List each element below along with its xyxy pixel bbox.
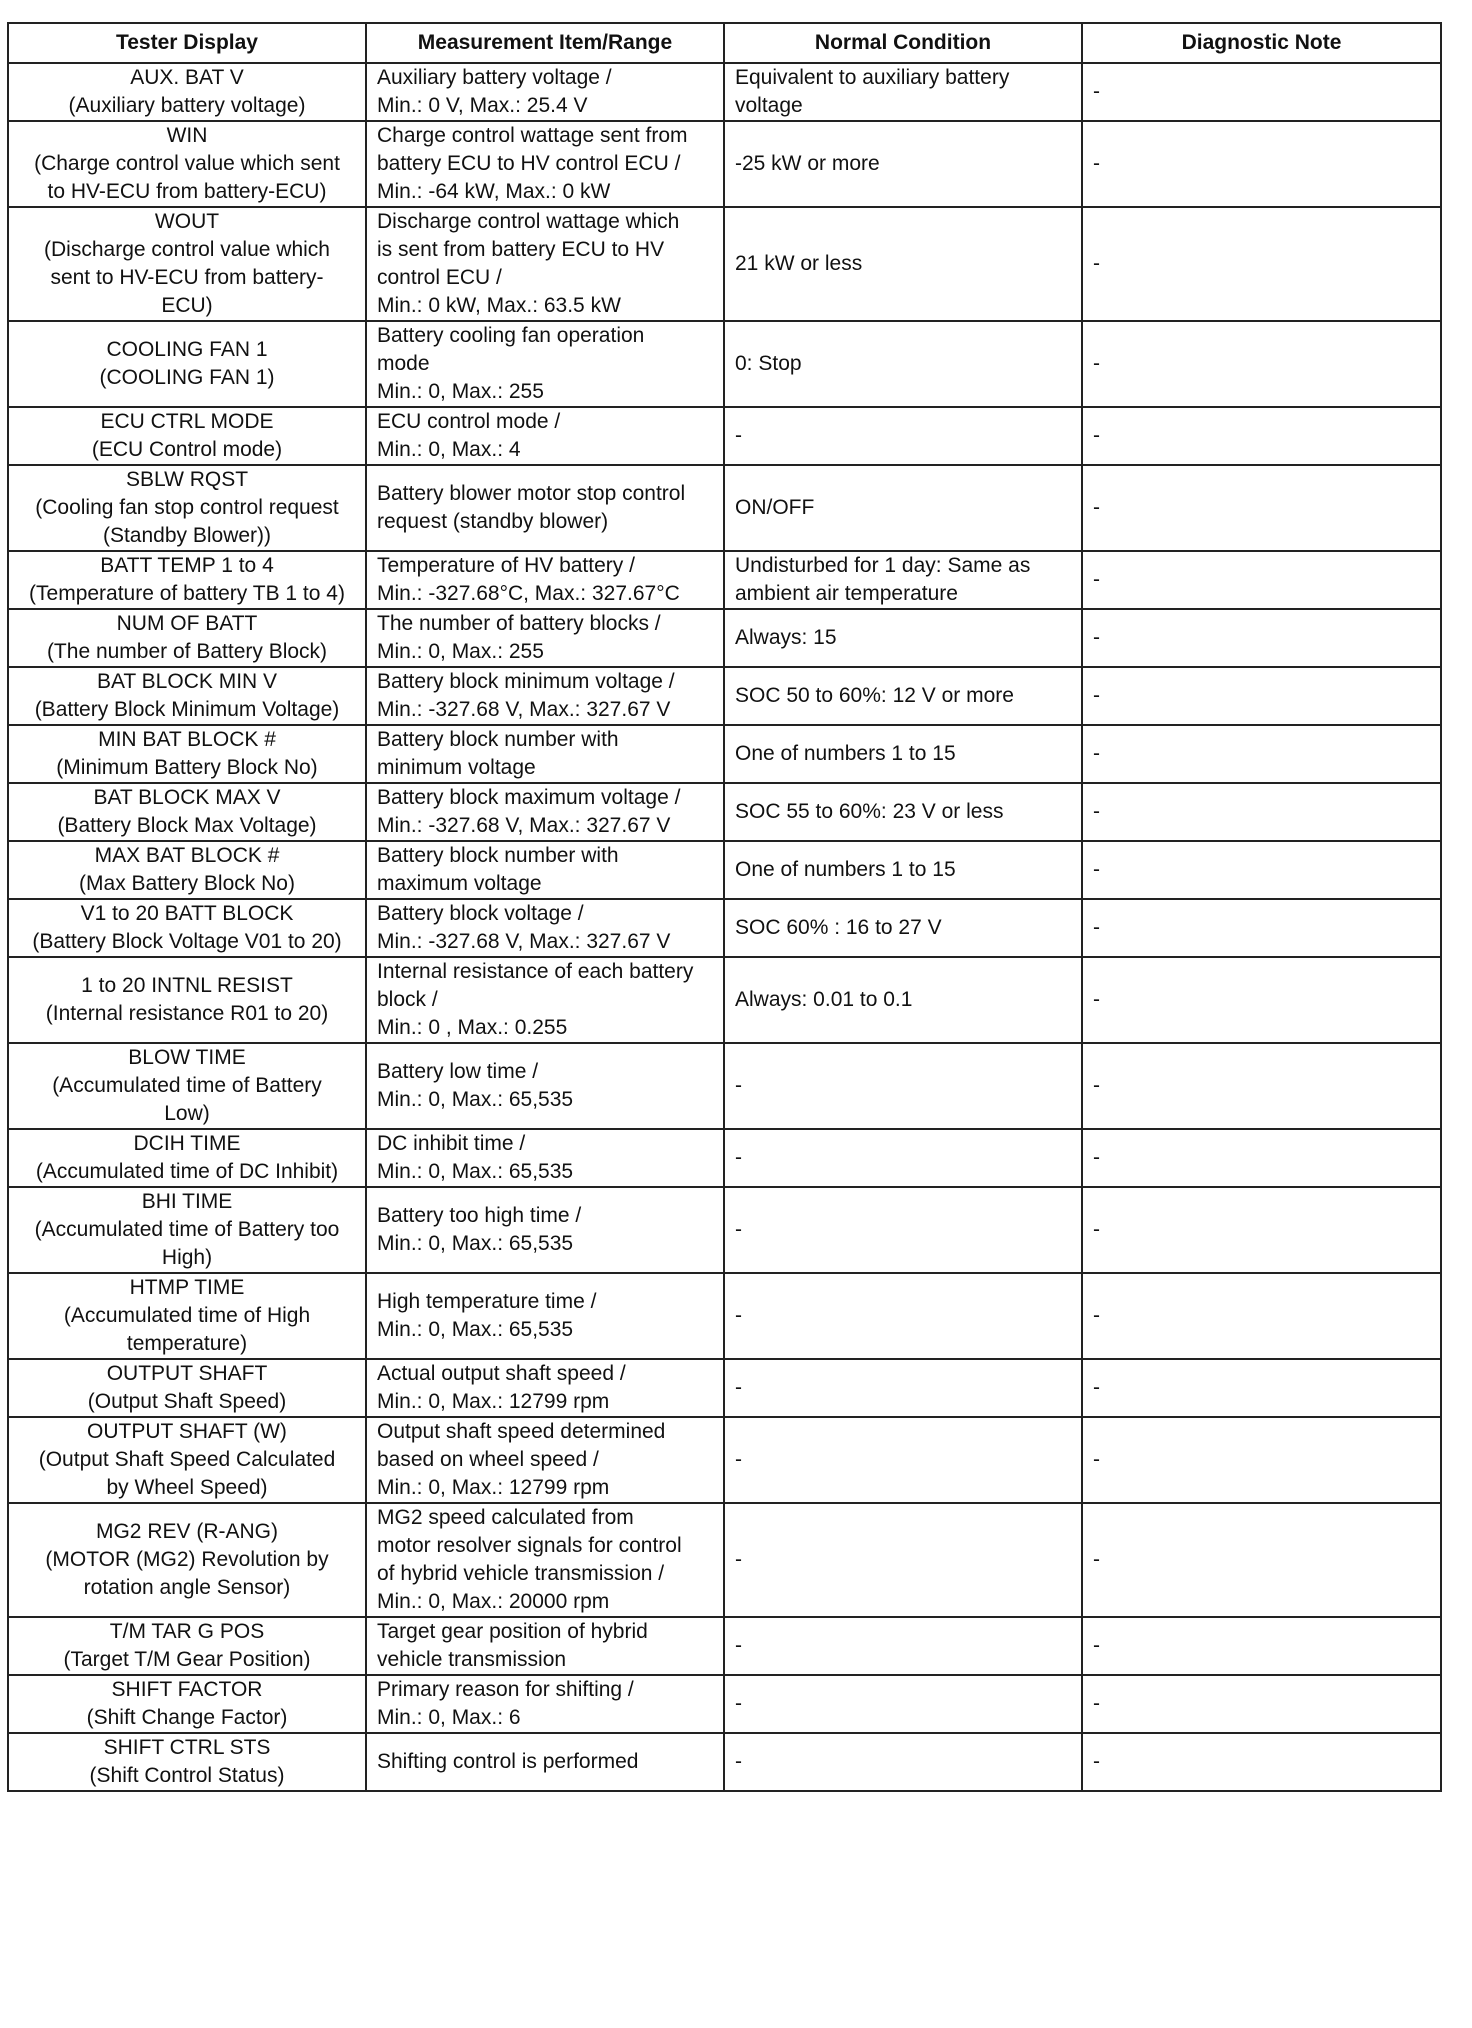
table-row bbox=[8, 841, 1441, 899]
cell-normal-condition: SOC 55 to 60%: 23 V or less bbox=[724, 783, 1082, 841]
cell-tester-display: T/M TAR G POS (Target T/M Gear Position) bbox=[8, 1617, 366, 1675]
cell-measurement-item: Shifting control is performed bbox=[366, 1733, 724, 1791]
cell-measurement-item: Battery cooling fan operation mode Min.: 0, Max.: 255 bbox=[366, 321, 724, 407]
cell-diagnostic-note: - bbox=[1082, 667, 1441, 725]
table-row bbox=[8, 321, 1441, 407]
cell-normal-condition: - bbox=[724, 407, 1082, 465]
cell-tester-display: SHIFT CTRL STS (Shift Control Status) bbox=[8, 1733, 366, 1791]
cell-measurement-item: Battery block number with minimum voltage bbox=[366, 725, 724, 783]
cell-normal-condition: One of numbers 1 to 15 bbox=[724, 725, 1082, 783]
cell-normal-condition: - bbox=[724, 1417, 1082, 1503]
table-row bbox=[8, 1359, 1441, 1417]
header-normal-condition: Normal Condition bbox=[724, 23, 1082, 63]
table-row bbox=[8, 1503, 1441, 1617]
table-row bbox=[8, 121, 1441, 207]
cell-diagnostic-note: - bbox=[1082, 899, 1441, 957]
table-row bbox=[8, 1733, 1441, 1791]
cell-measurement-item: Battery block minimum voltage / Min.: -327.68 V, Max.: 327.67 V bbox=[366, 667, 724, 725]
table-row bbox=[8, 609, 1441, 667]
cell-normal-condition: - bbox=[724, 1129, 1082, 1187]
cell-diagnostic-note: - bbox=[1082, 551, 1441, 609]
cell-tester-display: V1 to 20 BATT BLOCK (Battery Block Voltage V01 to 20) bbox=[8, 899, 366, 957]
cell-diagnostic-note: - bbox=[1082, 1043, 1441, 1129]
header-diagnostic-note: Diagnostic Note bbox=[1082, 23, 1441, 63]
data-list-table bbox=[7, 22, 1442, 1792]
cell-tester-display: BHI TIME (Accumulated time of Battery too High) bbox=[8, 1187, 366, 1273]
cell-tester-display: SHIFT FACTOR (Shift Change Factor) bbox=[8, 1675, 366, 1733]
cell-normal-condition: - bbox=[724, 1359, 1082, 1417]
cell-diagnostic-note: - bbox=[1082, 1273, 1441, 1359]
cell-normal-condition: Always: 15 bbox=[724, 609, 1082, 667]
cell-diagnostic-note: - bbox=[1082, 1617, 1441, 1675]
cell-diagnostic-note: - bbox=[1082, 321, 1441, 407]
table-row bbox=[8, 1273, 1441, 1359]
table-row bbox=[8, 465, 1441, 551]
cell-normal-condition: Equivalent to auxiliary battery voltage bbox=[724, 63, 1082, 121]
cell-tester-display: DCIH TIME (Accumulated time of DC Inhibit) bbox=[8, 1129, 366, 1187]
cell-normal-condition: -25 kW or more bbox=[724, 121, 1082, 207]
cell-measurement-item: Actual output shaft speed / Min.: 0, Max.: 12799 rpm bbox=[366, 1359, 724, 1417]
cell-normal-condition: - bbox=[724, 1043, 1082, 1129]
cell-measurement-item: Primary reason for shifting / Min.: 0, Max.: 6 bbox=[366, 1675, 724, 1733]
cell-tester-display: WOUT (Discharge control value which sent to HV-ECU from battery- ECU) bbox=[8, 207, 366, 321]
table-row bbox=[8, 1417, 1441, 1503]
cell-diagnostic-note: - bbox=[1082, 207, 1441, 321]
cell-tester-display: MAX BAT BLOCK # (Max Battery Block No) bbox=[8, 841, 366, 899]
header-measurement-item: Measurement Item/Range bbox=[366, 23, 724, 63]
cell-diagnostic-note: - bbox=[1082, 1675, 1441, 1733]
cell-measurement-item: DC inhibit time / Min.: 0, Max.: 65,535 bbox=[366, 1129, 724, 1187]
cell-measurement-item: Battery block number with maximum voltage bbox=[366, 841, 724, 899]
cell-measurement-item: ECU control mode / Min.: 0, Max.: 4 bbox=[366, 407, 724, 465]
cell-diagnostic-note: - bbox=[1082, 465, 1441, 551]
cell-tester-display: ECU CTRL MODE (ECU Control mode) bbox=[8, 407, 366, 465]
cell-tester-display: BAT BLOCK MIN V (Battery Block Minimum Voltage) bbox=[8, 667, 366, 725]
cell-diagnostic-note: - bbox=[1082, 1129, 1441, 1187]
cell-tester-display: WIN (Charge control value which sent to HV-ECU from battery-ECU) bbox=[8, 121, 366, 207]
table-row bbox=[8, 667, 1441, 725]
cell-measurement-item: Internal resistance of each battery block / Min.: 0 , Max.: 0.255 bbox=[366, 957, 724, 1043]
cell-diagnostic-note: - bbox=[1082, 121, 1441, 207]
cell-measurement-item: Battery block maximum voltage / Min.: -327.68 V, Max.: 327.67 V bbox=[366, 783, 724, 841]
cell-normal-condition: - bbox=[724, 1273, 1082, 1359]
cell-tester-display: SBLW RQST (Cooling fan stop control request (Standby Blower)) bbox=[8, 465, 366, 551]
cell-normal-condition: - bbox=[724, 1675, 1082, 1733]
cell-tester-display: OUTPUT SHAFT (Output Shaft Speed) bbox=[8, 1359, 366, 1417]
cell-diagnostic-note: - bbox=[1082, 63, 1441, 121]
cell-normal-condition: SOC 50 to 60%: 12 V or more bbox=[724, 667, 1082, 725]
table-row bbox=[8, 1617, 1441, 1675]
cell-tester-display: MIN BAT BLOCK # (Minimum Battery Block No) bbox=[8, 725, 366, 783]
cell-tester-display: HTMP TIME (Accumulated time of High temperature) bbox=[8, 1273, 366, 1359]
cell-measurement-item: MG2 speed calculated from motor resolver signals for control of hybrid vehicle transmission / Min.: 0, Max.: 20000 rpm bbox=[366, 1503, 724, 1617]
table-row bbox=[8, 899, 1441, 957]
cell-measurement-item: Battery too high time / Min.: 0, Max.: 65,535 bbox=[366, 1187, 724, 1273]
cell-tester-display: COOLING FAN 1 (COOLING FAN 1) bbox=[8, 321, 366, 407]
cell-diagnostic-note: - bbox=[1082, 1733, 1441, 1791]
table-row bbox=[8, 783, 1441, 841]
table-row bbox=[8, 207, 1441, 321]
cell-measurement-item: Output shaft speed determined based on wheel speed / Min.: 0, Max.: 12799 rpm bbox=[366, 1417, 724, 1503]
cell-diagnostic-note: - bbox=[1082, 1503, 1441, 1617]
cell-normal-condition: - bbox=[724, 1617, 1082, 1675]
cell-normal-condition: - bbox=[724, 1503, 1082, 1617]
cell-tester-display: NUM OF BATT (The number of Battery Block) bbox=[8, 609, 366, 667]
cell-normal-condition: - bbox=[724, 1187, 1082, 1273]
cell-tester-display: OUTPUT SHAFT (W) (Output Shaft Speed Calculated by Wheel Speed) bbox=[8, 1417, 366, 1503]
cell-measurement-item: High temperature time / Min.: 0, Max.: 65,535 bbox=[366, 1273, 724, 1359]
table-row bbox=[8, 725, 1441, 783]
table-header bbox=[8, 23, 1441, 63]
cell-tester-display: AUX. BAT V (Auxiliary battery voltage) bbox=[8, 63, 366, 121]
cell-normal-condition: ON/OFF bbox=[724, 465, 1082, 551]
cell-diagnostic-note: - bbox=[1082, 1359, 1441, 1417]
table-row bbox=[8, 1187, 1441, 1273]
table-row bbox=[8, 957, 1441, 1043]
cell-normal-condition: 0: Stop bbox=[724, 321, 1082, 407]
header-row bbox=[8, 23, 1441, 63]
cell-measurement-item: Target gear position of hybrid vehicle transmission bbox=[366, 1617, 724, 1675]
cell-tester-display: BAT BLOCK MAX V (Battery Block Max Voltage) bbox=[8, 783, 366, 841]
cell-measurement-item: Charge control wattage sent from battery ECU to HV control ECU / Min.: -64 kW, Max.: 0 kW bbox=[366, 121, 724, 207]
cell-measurement-item: Auxiliary battery voltage / Min.: 0 V, Max.: 25.4 V bbox=[366, 63, 724, 121]
cell-normal-condition: One of numbers 1 to 15 bbox=[724, 841, 1082, 899]
cell-measurement-item: Battery low time / Min.: 0, Max.: 65,535 bbox=[366, 1043, 724, 1129]
cell-diagnostic-note: - bbox=[1082, 957, 1441, 1043]
cell-tester-display: MG2 REV (R-ANG) (MOTOR (MG2) Revolution by rotation angle Sensor) bbox=[8, 1503, 366, 1617]
cell-measurement-item: The number of battery blocks / Min.: 0, Max.: 255 bbox=[366, 609, 724, 667]
cell-normal-condition: SOC 60% : 16 to 27 V bbox=[724, 899, 1082, 957]
cell-measurement-item: Discharge control wattage which is sent from battery ECU to HV control ECU / Min.: 0 kW, Max.: 63.5 kW bbox=[366, 207, 724, 321]
table-row bbox=[8, 407, 1441, 465]
cell-tester-display: BATT TEMP 1 to 4 (Temperature of battery TB 1 to 4) bbox=[8, 551, 366, 609]
table-row bbox=[8, 551, 1441, 609]
cell-tester-display: BLOW TIME (Accumulated time of Battery Low) bbox=[8, 1043, 366, 1129]
table-row bbox=[8, 1129, 1441, 1187]
cell-normal-condition: Undisturbed for 1 day: Same as ambient air temperature bbox=[724, 551, 1082, 609]
table-row bbox=[8, 1043, 1441, 1129]
cell-measurement-item: Battery block voltage / Min.: -327.68 V, Max.: 327.67 V bbox=[366, 899, 724, 957]
cell-diagnostic-note: - bbox=[1082, 609, 1441, 667]
cell-diagnostic-note: - bbox=[1082, 841, 1441, 899]
cell-normal-condition: Always: 0.01 to 0.1 bbox=[724, 957, 1082, 1043]
cell-normal-condition: - bbox=[724, 1733, 1082, 1791]
cell-measurement-item: Battery blower motor stop control request (standby blower) bbox=[366, 465, 724, 551]
cell-diagnostic-note: - bbox=[1082, 725, 1441, 783]
cell-measurement-item: Temperature of HV battery / Min.: -327.68°C, Max.: 327.67°C bbox=[366, 551, 724, 609]
header-tester-display: Tester Display bbox=[8, 23, 366, 63]
table-row bbox=[8, 1675, 1441, 1733]
cell-diagnostic-note: - bbox=[1082, 783, 1441, 841]
cell-normal-condition: 21 kW or less bbox=[724, 207, 1082, 321]
table-body bbox=[8, 63, 1441, 1791]
cell-diagnostic-note: - bbox=[1082, 1187, 1441, 1273]
cell-tester-display: 1 to 20 INTNL RESIST (Internal resistance R01 to 20) bbox=[8, 957, 366, 1043]
table-row bbox=[8, 63, 1441, 121]
cell-diagnostic-note: - bbox=[1082, 407, 1441, 465]
cell-diagnostic-note: - bbox=[1082, 1417, 1441, 1503]
